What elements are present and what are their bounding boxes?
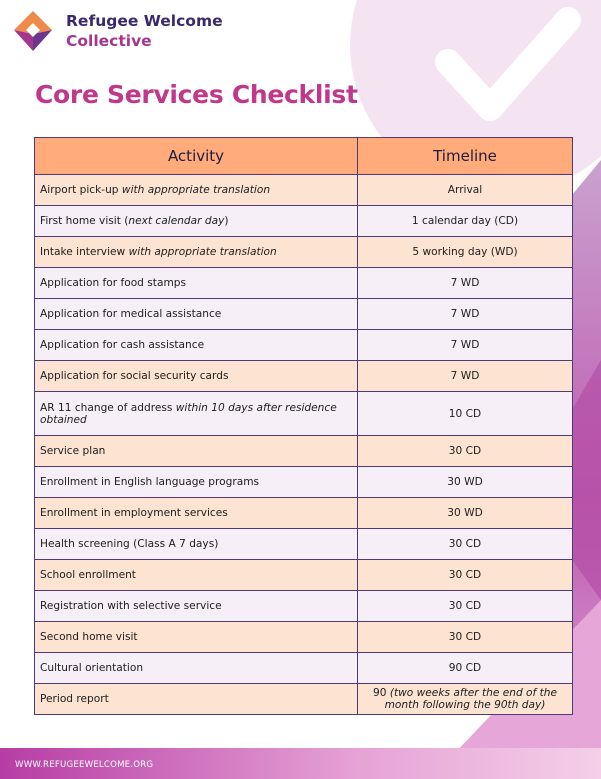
table-row [35, 591, 573, 622]
activity-cell: Application for medical assistance [35, 299, 358, 330]
timeline-cell: 30 CD [358, 560, 573, 591]
table-row [35, 653, 573, 684]
activity-cell: Application for social security cards [35, 361, 358, 392]
timeline-cell: 7 WD [358, 330, 573, 361]
activity-cell: Enrollment in English language programs [35, 467, 358, 498]
activity-cell [35, 237, 358, 268]
activity-cell: Second home visit [35, 622, 358, 653]
table-row [35, 175, 573, 206]
column-header-activity: Activity [35, 138, 358, 175]
timeline-cell: 1 calendar day (CD) [358, 206, 573, 237]
timeline-text: 90 [372, 687, 387, 699]
activity-cell: Registration with selective service [35, 591, 358, 622]
activity-text: First home visit ( [40, 215, 129, 227]
table-row [35, 467, 573, 498]
timeline-cell: 30 CD [358, 436, 573, 467]
logo-icon [13, 10, 53, 52]
table-row [35, 206, 573, 237]
activity-cell: Period report [35, 684, 358, 715]
table-row [35, 684, 573, 715]
table-header-row [35, 138, 573, 175]
brand-name [66, 11, 223, 51]
activity-cell [35, 206, 358, 237]
activity-cell: Health screening (Class A 7 days) [35, 529, 358, 560]
activity-text: AR 11 change of address [40, 401, 173, 414]
table-row [35, 622, 573, 653]
activity-cell: Cultural orientation [35, 653, 358, 684]
timeline-cell: 7 WD [358, 361, 573, 392]
timeline-cell: 5 working day (WD) [358, 237, 573, 268]
table-row [35, 436, 573, 467]
timeline-cell: 7 WD [358, 299, 573, 330]
page-title: Core Services Checklist [35, 80, 358, 109]
activity-cell: Enrollment in employment services [35, 498, 358, 529]
timeline-note: (two weeks after the end of the month following the 90th day) [384, 687, 558, 711]
timeline-cell: 30 WD [358, 498, 573, 529]
table-row [35, 268, 573, 299]
footer-url[interactable]: WWW.REFUGEEWELCOME.ORG [15, 760, 154, 770]
timeline-cell: 30 CD [358, 529, 573, 560]
table-row [35, 498, 573, 529]
activity-cell: Service plan [35, 436, 358, 467]
activity-note: with appropriate translation [121, 184, 271, 196]
timeline-cell: 10 CD [358, 392, 573, 436]
timeline-cell: 30 WD [358, 467, 573, 498]
timeline-cell: 30 CD [358, 591, 573, 622]
activity-cell [35, 392, 358, 436]
checklist-table [34, 137, 573, 715]
activity-note: next calendar day [128, 215, 225, 227]
activity-note: within 10 days after residence obtained [40, 401, 337, 426]
table-row [35, 529, 573, 560]
activity-text: Intake interview [40, 246, 126, 258]
timeline-cell: 30 CD [358, 622, 573, 653]
column-header-timeline: Timeline [358, 138, 573, 175]
brand-name-line1: Refugee Welcome [66, 12, 223, 30]
table-row [35, 361, 573, 392]
brand-name-line2: Collective [66, 32, 152, 50]
table-row [35, 392, 573, 436]
activity-suffix: ) [224, 215, 229, 227]
timeline-cell: 7 WD [358, 268, 573, 299]
timeline-cell [358, 684, 573, 715]
activity-cell: Application for food stamps [35, 268, 358, 299]
timeline-cell: Arrival [358, 175, 573, 206]
table-row [35, 299, 573, 330]
timeline-cell: 90 CD [358, 653, 573, 684]
activity-cell: Application for cash assistance [35, 330, 358, 361]
table-row [35, 237, 573, 268]
activity-cell [35, 175, 358, 206]
activity-note: with appropriate translation [128, 246, 277, 258]
table-row [35, 330, 573, 361]
activity-cell: School enrollment [35, 560, 358, 591]
activity-text: Airport pick-up [40, 184, 119, 196]
table-row [35, 560, 573, 591]
